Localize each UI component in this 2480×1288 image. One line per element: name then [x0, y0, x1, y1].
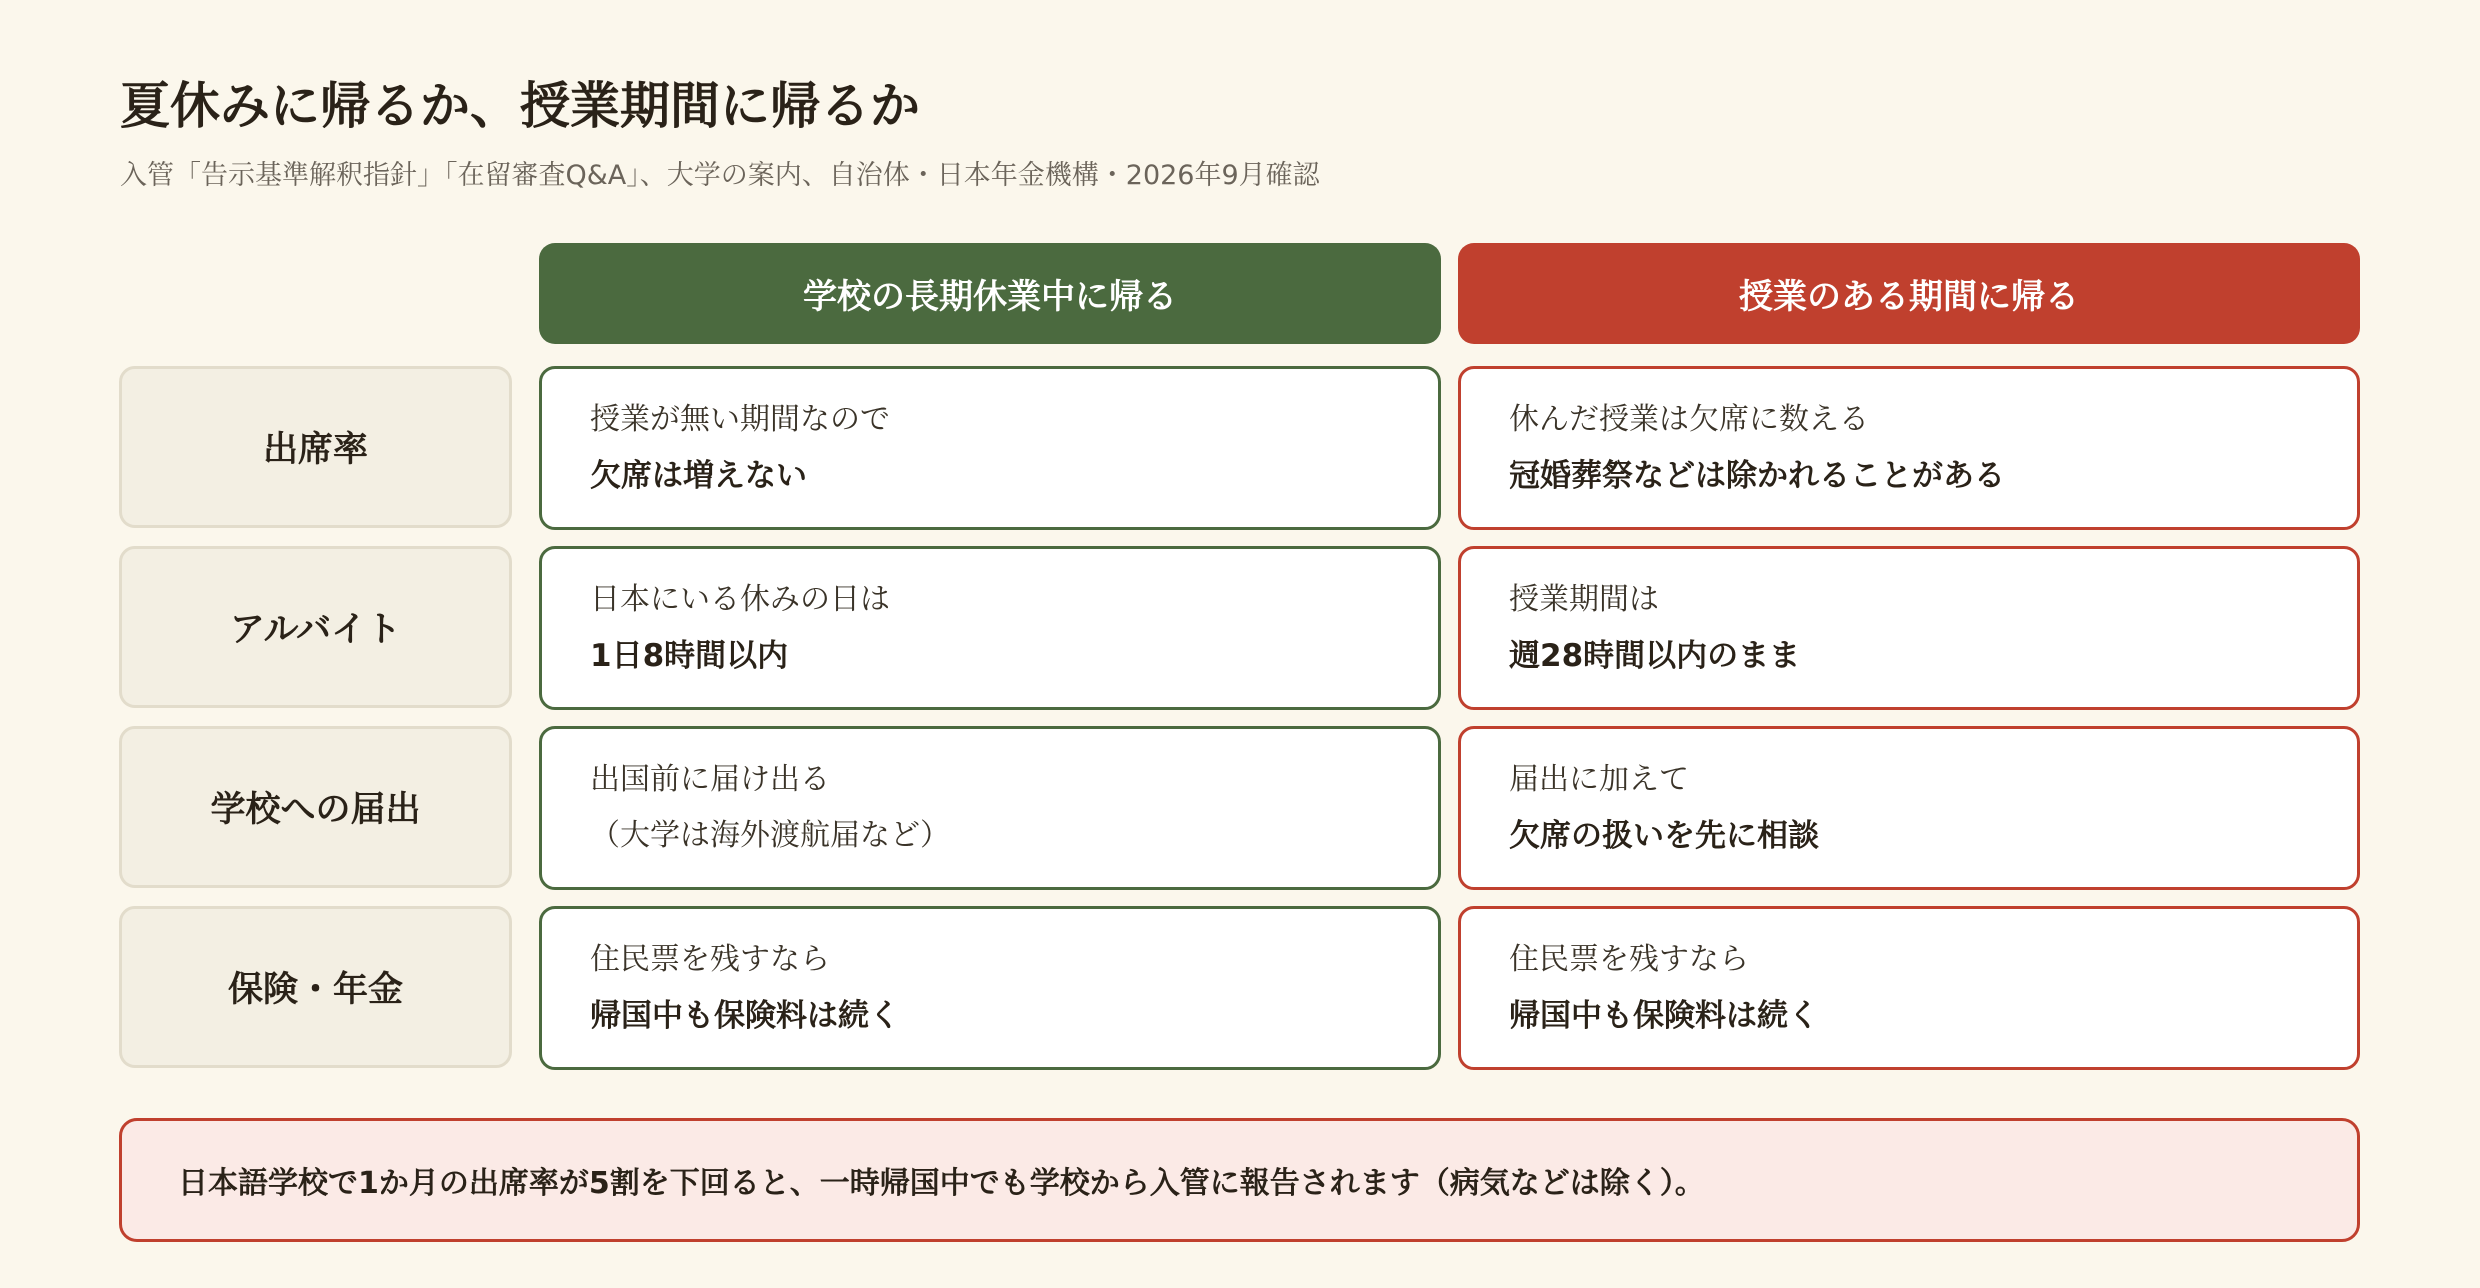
row-label-part-time-job: アルバイト [119, 546, 512, 708]
cell-line2: （大学は海外渡航届など） [590, 818, 950, 853]
cell-line2: 帰国中も保険料は続く [590, 998, 900, 1034]
column-header-break: 学校の長期休業中に帰る [539, 243, 1441, 344]
cell-line2: 帰国中も保険料は続く [1509, 998, 1819, 1034]
page-subtitle: 入管「告示基準解釈指針」「在留審査Q&A」、大学の案内、自治体・日本年金機構・2026年9月確認 [120, 160, 1320, 191]
cell-school-notification-term [1458, 726, 2360, 890]
cell-line1: 住民票を残すなら [1509, 942, 1749, 977]
column-header-term: 授業のある期間に帰る [1458, 243, 2360, 344]
cell-line1: 授業期間は [1509, 582, 1659, 617]
row-label-attendance: 出席率 [119, 366, 512, 528]
cell-attendance-term [1458, 366, 2360, 530]
cell-line1: 住民票を残すなら [590, 942, 830, 977]
cell-line1: 授業が無い期間なので [590, 402, 890, 437]
page-title: 夏休みに帰るか、授業期間に帰るか [120, 77, 920, 135]
cell-part-time-job-term [1458, 546, 2360, 710]
cell-school-notification-break [539, 726, 1441, 890]
cell-line2: 欠席の扱いを先に相談 [1509, 818, 1819, 854]
cell-insurance-pension-term [1458, 906, 2360, 1070]
cell-line2: 週28時間以内のまま [1509, 638, 1801, 674]
attendance-warning-note: 日本語学校で1か月の出席率が5割を下回ると、一時帰国中でも学校から入管に報告されます（病気などは除く）。 [119, 1118, 2360, 1242]
cell-line1: 日本にいる休みの日は [590, 582, 890, 617]
cell-attendance-break [539, 366, 1441, 530]
cell-part-time-job-break [539, 546, 1441, 710]
row-label-school-notification: 学校への届出 [119, 726, 512, 888]
cell-line1: 休んだ授業は欠席に数える [1509, 402, 1869, 437]
cell-insurance-pension-break [539, 906, 1441, 1070]
cell-line2: 冠婚葬祭などは除かれることがある [1509, 458, 2005, 494]
cell-line2: 1日8時間以内 [590, 638, 789, 674]
cell-line1: 出国前に届け出る [590, 762, 830, 797]
row-label-insurance-pension: 保険・年金 [119, 906, 512, 1068]
cell-line1: 届出に加えて [1509, 762, 1689, 797]
cell-line2: 欠席は増えない [590, 458, 807, 494]
